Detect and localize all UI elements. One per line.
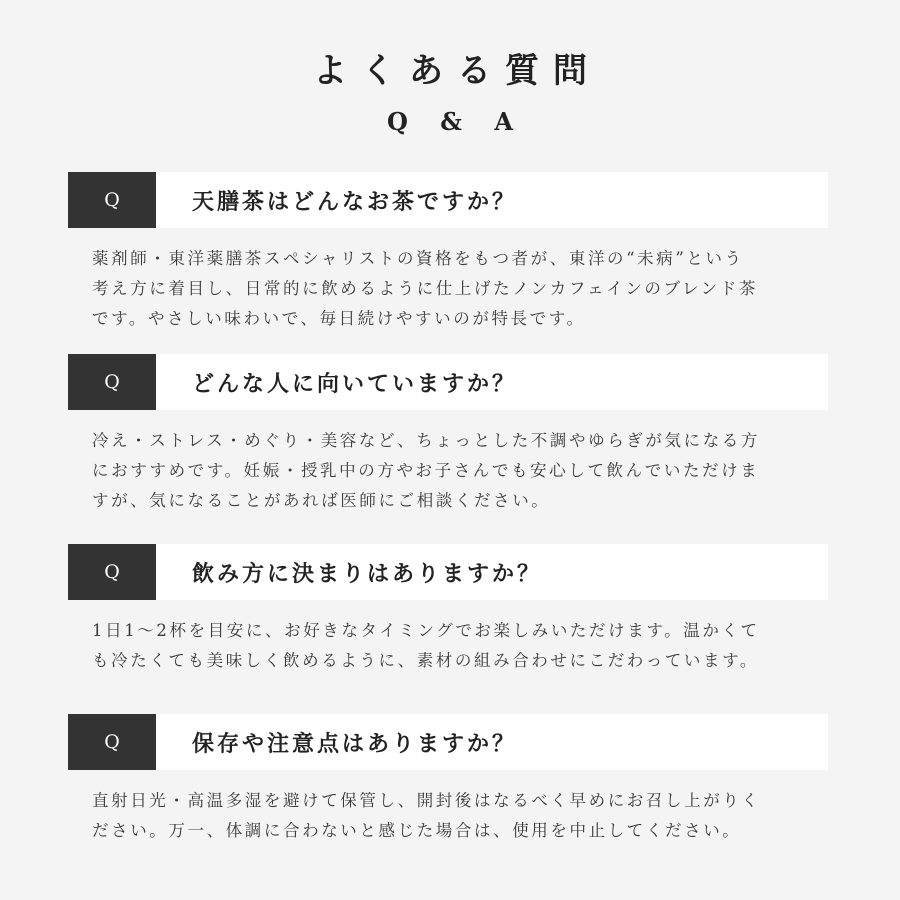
question-text: 飲み方に決まりはありますか？ — [192, 560, 543, 587]
question-badge: Q — [68, 172, 156, 228]
question-text: 天膳茶はどんなお茶ですか？ — [192, 188, 518, 215]
answer-text: 薬剤師・東洋薬膳茶スペシャリストの資格をもつ者が、東洋の“未病”という 考え方に着目し、日常的に飲めるように仕上げたノンカフェインのブレンド茶 です。やさしい味わいで、毎日続けやすいのが特長です。 — [92, 249, 758, 328]
page-subtitle: Q & A — [387, 107, 525, 136]
question-bar — [68, 544, 828, 600]
faq-item — [68, 172, 828, 334]
answer-text: 冷え・ストレス・めぐり・美容など、ちょっとした不調やゆらぎが気になる方 におすすめです。妊娠・授乳中の方やお子さんでも安心して飲んでいただけま すが、気になることがあれば医師にご相談ください。 — [92, 431, 761, 510]
question-text: 保存や注意点はありますか？ — [192, 730, 518, 757]
faq-item — [68, 354, 828, 516]
question-badge: Q — [68, 714, 156, 770]
question-bar — [68, 172, 828, 228]
answer-text: 直射日光・高温多湿を避けて保管し、開封後はなるべく早めにお召し上がりく ださい。万一、体調に合わないと感じた場合は、使用を中止してください。 — [92, 791, 761, 840]
question-bar — [68, 354, 828, 410]
question-badge: Q — [68, 544, 156, 600]
question-badge: Q — [68, 354, 156, 410]
faq-item — [68, 544, 828, 676]
answer-text: 1日1〜2杯を目安に、お好きなタイミングでお楽しみいただけます。温かくて も冷たくても美味しく飲めるように、素材の組み合わせにこだわっています。 — [92, 621, 760, 670]
faq-item — [68, 714, 828, 846]
question-text: どんな人に向いていますか？ — [192, 370, 518, 397]
question-bar — [68, 714, 828, 770]
page-title: よくある質問 — [313, 51, 601, 91]
